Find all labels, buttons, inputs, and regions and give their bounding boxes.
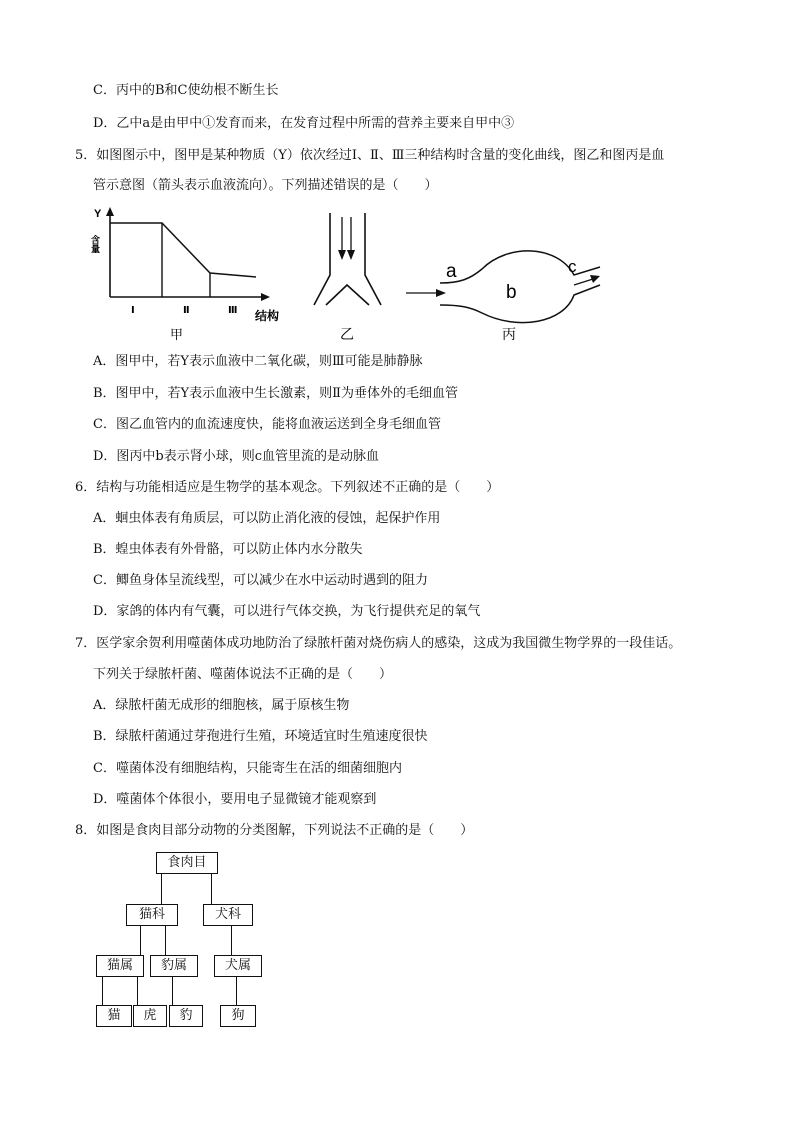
tick-3: Ⅲ bbox=[228, 305, 238, 316]
question-7-option-b: B．绿脓杆菌通过芽孢进行生殖，环境适宜时生殖速度很快 bbox=[93, 729, 428, 744]
tree-family-cat: 猫科 bbox=[126, 904, 178, 926]
label-b: b bbox=[506, 282, 517, 303]
connector bbox=[102, 977, 103, 1005]
connector bbox=[140, 926, 141, 955]
question-5-stem: 5．如图图示中，图甲是某种物质（Y）依次经过Ⅰ、Ⅱ、Ⅲ三种结构时含量的变化曲线，图乙和图丙是血 bbox=[75, 148, 665, 163]
connector bbox=[137, 977, 138, 1005]
tree-species-leopard: 豹 bbox=[169, 1005, 203, 1027]
question-5-option-c: C．图乙血管内的血流速度快，能将血液运送到全身毛细血管 bbox=[93, 417, 441, 432]
question-5-option-d: D．图丙中b表示肾小球，则c血管里流的是动脉血 bbox=[93, 449, 380, 464]
question-7-stem-cont: 下列关于绿脓杆菌、噬菌体说法不正确的是（ ） bbox=[93, 667, 393, 682]
vessel-yi bbox=[314, 213, 381, 343]
question-6-option-d: D．家鸽的体内有气囊，可以进行气体交换，为飞行提供充足的氧气 bbox=[93, 604, 481, 619]
question-6-option-b: B．蝗虫体表有外骨骼，可以防止体内水分散失 bbox=[93, 542, 363, 557]
y-label: 含量 bbox=[89, 235, 99, 253]
tree-genus-felis: 猫属 bbox=[96, 955, 144, 977]
question-5-stem-cont: 管示意图（箭头表示血液流向）。下列描述错误的是（ ） bbox=[93, 178, 438, 193]
option-d-prev: D．乙中a是由甲中①发育而来，在发育过程中所需的营养主要来自甲中③ bbox=[93, 116, 515, 131]
caption-bing: 丙 bbox=[502, 327, 516, 343]
chart-jia bbox=[89, 207, 279, 343]
question-5-option-a: A．图甲中，若Y表示血液中二氧化碳，则Ⅲ可能是肺静脉 bbox=[93, 354, 423, 369]
connector bbox=[161, 874, 162, 904]
caption-yi: 乙 bbox=[340, 327, 354, 343]
label-a: a bbox=[446, 261, 457, 282]
tree-species-dog: 狗 bbox=[220, 1005, 256, 1027]
question-6-option-c: C．鲫鱼身体呈流线型，可以减少在水中运动时遇到的阻力 bbox=[93, 573, 428, 588]
question-7-stem: 7．医学家余贺利用噬菌体成功地防治了绿脓杆菌对烧伤病人的感染，这成为我国微生物学界的一段佳话。 bbox=[75, 636, 682, 651]
tick-1: Ⅰ bbox=[131, 305, 135, 316]
question-7-option-a: A．绿脓杆菌无成形的细胞核，属于原核生物 bbox=[93, 698, 350, 713]
figure-5-svg bbox=[88, 205, 608, 345]
question-6-stem: 6．结构与功能相适应是生物学的基本观念。下列叙述不正确的是（ ） bbox=[75, 480, 500, 495]
vessel-bing bbox=[406, 251, 600, 343]
question-7-option-d: D．噬菌体个体很小，要用电子显微镜才能观察到 bbox=[93, 792, 377, 807]
label-c: c bbox=[568, 257, 577, 276]
connector bbox=[172, 977, 173, 1005]
tree-root: 食肉目 bbox=[156, 852, 218, 874]
question-7-option-c: C．噬菌体没有细胞结构，只能寄生在活的细菌细胞内 bbox=[93, 761, 402, 776]
option-c-prev: C．丙中的B和C使幼根不断生长 bbox=[93, 83, 279, 98]
tree-genus-canis: 犬属 bbox=[214, 955, 262, 977]
tree-species-cat: 猫 bbox=[96, 1005, 132, 1027]
connector bbox=[231, 926, 232, 955]
connector bbox=[236, 977, 237, 1005]
figure-5 bbox=[88, 205, 608, 345]
question-5-option-b: B．图甲中，若Y表示血液中生长激素，则Ⅱ为垂体外的毛细血管 bbox=[93, 386, 458, 401]
connector bbox=[211, 874, 212, 904]
connector bbox=[165, 926, 166, 955]
question-6-option-a: A．蛔虫体表有角质层，可以防止消化液的侵蚀，起保护作用 bbox=[93, 511, 441, 526]
caption-jia: 甲 bbox=[170, 328, 184, 343]
x-label: 结构 bbox=[255, 309, 280, 323]
tree-species-tiger: 虎 bbox=[133, 1005, 167, 1027]
tick-2: Ⅱ bbox=[183, 305, 190, 316]
tree-family-dog: 犬科 bbox=[203, 904, 253, 926]
curve-y bbox=[110, 223, 256, 277]
tree-genus-panthera: 豹属 bbox=[150, 955, 198, 977]
question-8-stem: 8．如图是食肉目部分动物的分类图解，下列说法不正确的是（ ） bbox=[75, 823, 474, 838]
y-label-top: Y bbox=[94, 208, 102, 220]
